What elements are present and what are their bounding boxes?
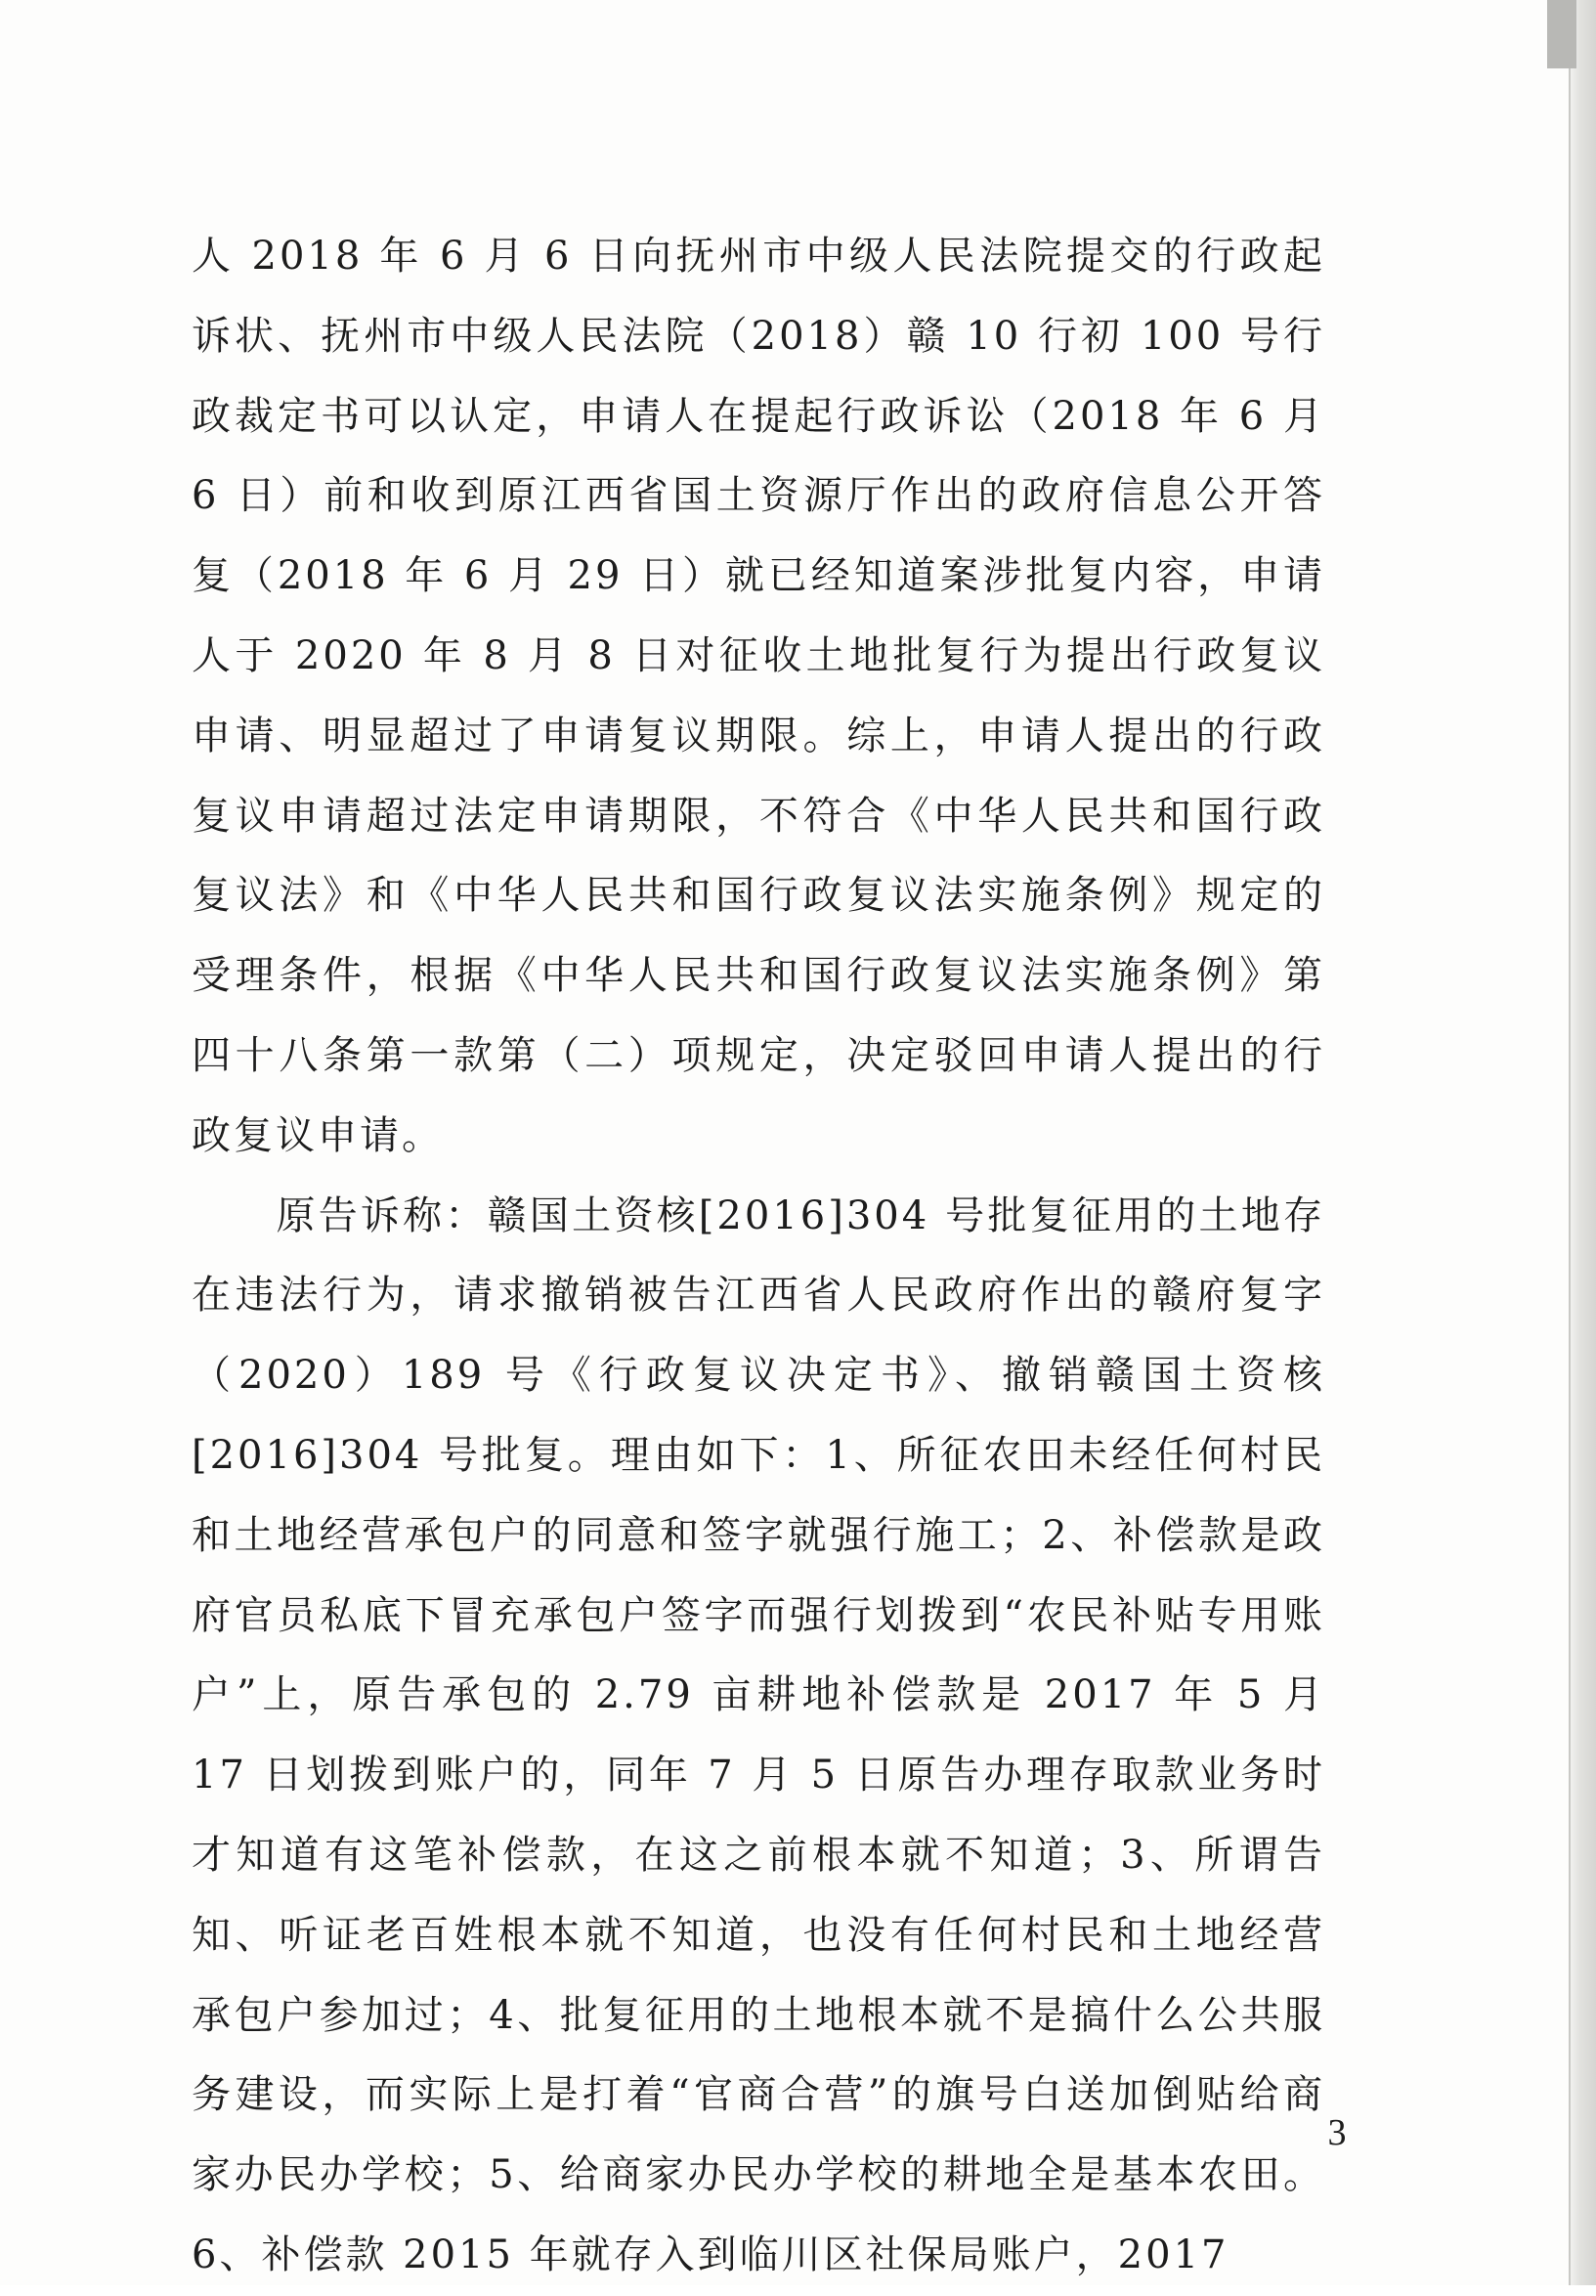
scan-edge-line (1569, 0, 1571, 2285)
paragraph-2: 原告诉称：赣国土资核[2016]304 号批复征用的土地存在违法行为，请求撤销被告江西省人民政府作出的赣府复字（2020）189 号《行政复议决定书》、撤销赣国土资核[2016]304 号批复。理由如下：1、所征农田未经任何村民和土地经营承包户的同意和签字就强行施工；2、补偿款是政府官员私底下冒充承包户签字而强行划拨到“农民补贴专用账户”上，原告承包的 2.79 亩耕地补偿款是 2017 年 5 月 17 日划拨到账户的，同年 7 月 5 日原告办理存取款业务时才知道有这笔补偿款，在这之前根本就不知道；3、所谓告知、听证老百姓根本就不知道，也没有任何村民和土地经营承包户参加过；4、批复征用的土地根本就不是搞什么公共服务建设，而实际上是打着“官商合营”的旗号白送加倒贴给商家办民办学校；5、给商家办民办学校的耕地全是基本农田。6、补偿款 2015 年就存入到临川区社保局账户，2017 (192, 1192, 1341, 2277)
page-number: 3 (1327, 2112, 1347, 2153)
scan-edge-shadow (1569, 0, 1596, 2285)
document-body (192, 217, 1341, 2296)
paragraph-1: 人 2018 年 6 月 6 日向抚州市中级人民法院提交的行政起诉状、抚州市中级人民法院（2018）赣 10 行初 100 号行政裁定书可以认定，申请人在提起行政诉讼（2018 年 6 月 6 日）前和收到原江西省国土资源厅作出的政府信息公开答复（2018 年 6 月 29 日）就已经知道案涉批复内容，申请人于 2020 年 8 月 8 日对征收土地批复行为提出行政复议申请、明显超过了申请复议期限。综上，申请人提出的行政复议申请超过法定申请期限，不符合《中华人民共和国行政复议法》和《中华人民共和国行政复议法实施条例》规定的受理条件，根据《中华人民共和国行政复议法实施条例》第四十八条第一款第（二）项规定，决定驳回申请人提出的行政复议申请。 (192, 234, 1341, 1158)
scan-top-mark (1547, 0, 1576, 68)
